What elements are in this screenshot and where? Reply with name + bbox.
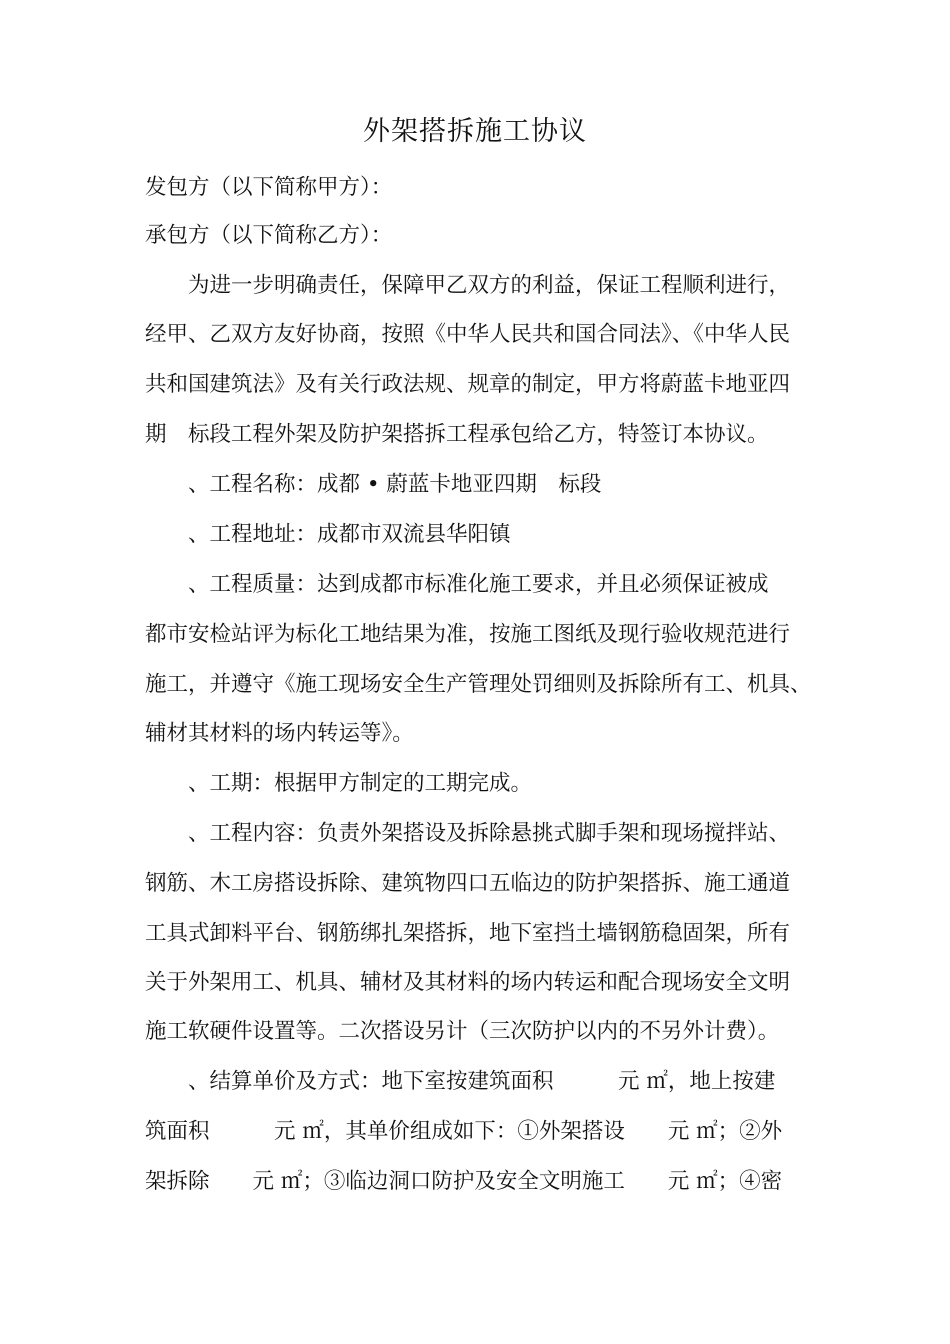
- project-address-line: 、工程地址：成都市双流县华阳镇: [188, 522, 511, 547]
- preamble-line-3: 共和国建筑法》及有关行政法规、规章的制定，甲方将蔚蓝卡地亚四: [145, 372, 791, 397]
- scope-line-1: 、工程内容：负责外架搭设及拆除悬挑式脚手架和现场搅拌站、: [188, 821, 791, 846]
- preamble-line-4: 期 标段工程外架及防护架搭拆工程承包给乙方，特签订本协议。: [145, 422, 769, 447]
- pricing-line-3: 架拆除 元 ㎡；③临边洞口防护及安全文明施工 元 ㎡；④密: [145, 1169, 783, 1194]
- document-title: 外架搭拆施工协议: [363, 116, 587, 147]
- scope-line-3: 工具式卸料平台、钢筋绑扎架搭拆，地下室挡土墙钢筋稳固架，所有: [145, 921, 791, 946]
- preamble-line-1: 为进一步明确责任，保障甲乙双方的利益，保证工程顺利进行，: [188, 273, 791, 298]
- quality-line-2: 都市安检站评为标化工地结果为准，按施工图纸及现行验收规范进行: [145, 622, 791, 647]
- schedule-line: 、工期：根据甲方制定的工期完成。: [188, 771, 533, 796]
- pricing-line-2: 筑面积 元 ㎡，其单价组成如下：①外架搭设 元 ㎡；②外: [145, 1119, 783, 1144]
- party-b-line: 承包方（以下简称乙方）：: [145, 223, 393, 248]
- quality-line-3: 施工，并遵守《施工现场安全生产管理处罚细则及拆除所有工、机具、: [145, 672, 812, 697]
- scope-line-5: 施工软硬件设置等。二次搭设另计（三次防护以内的不另外计费）。: [145, 1019, 780, 1044]
- preamble-line-2: 经甲、乙双方友好协商，按照《中华人民共和国合同法》、《中华人民: [145, 322, 791, 347]
- scope-line-2: 钢筋、木工房搭设拆除、建筑物四口五临边的防护架搭拆、施工通道: [145, 871, 791, 896]
- scope-line-4: 关于外架用工、机具、辅材及其材料的场内转运和配合现场安全文明: [145, 970, 791, 995]
- party-a-line: 发包方（以下简称甲方）：: [145, 175, 393, 200]
- pricing-line-1: 、结算单价及方式：地下室按建筑面积 元 ㎡，地上按建: [188, 1069, 776, 1094]
- quality-line-1: 、工程质量：达到成都市标准化施工要求，并且必须保证被成: [188, 572, 769, 597]
- quality-line-4: 辅材其材料的场内转运等》。: [145, 721, 414, 746]
- project-name-line: 、工程名称：成都 • 蔚蓝卡地亚四期 标段: [188, 472, 602, 497]
